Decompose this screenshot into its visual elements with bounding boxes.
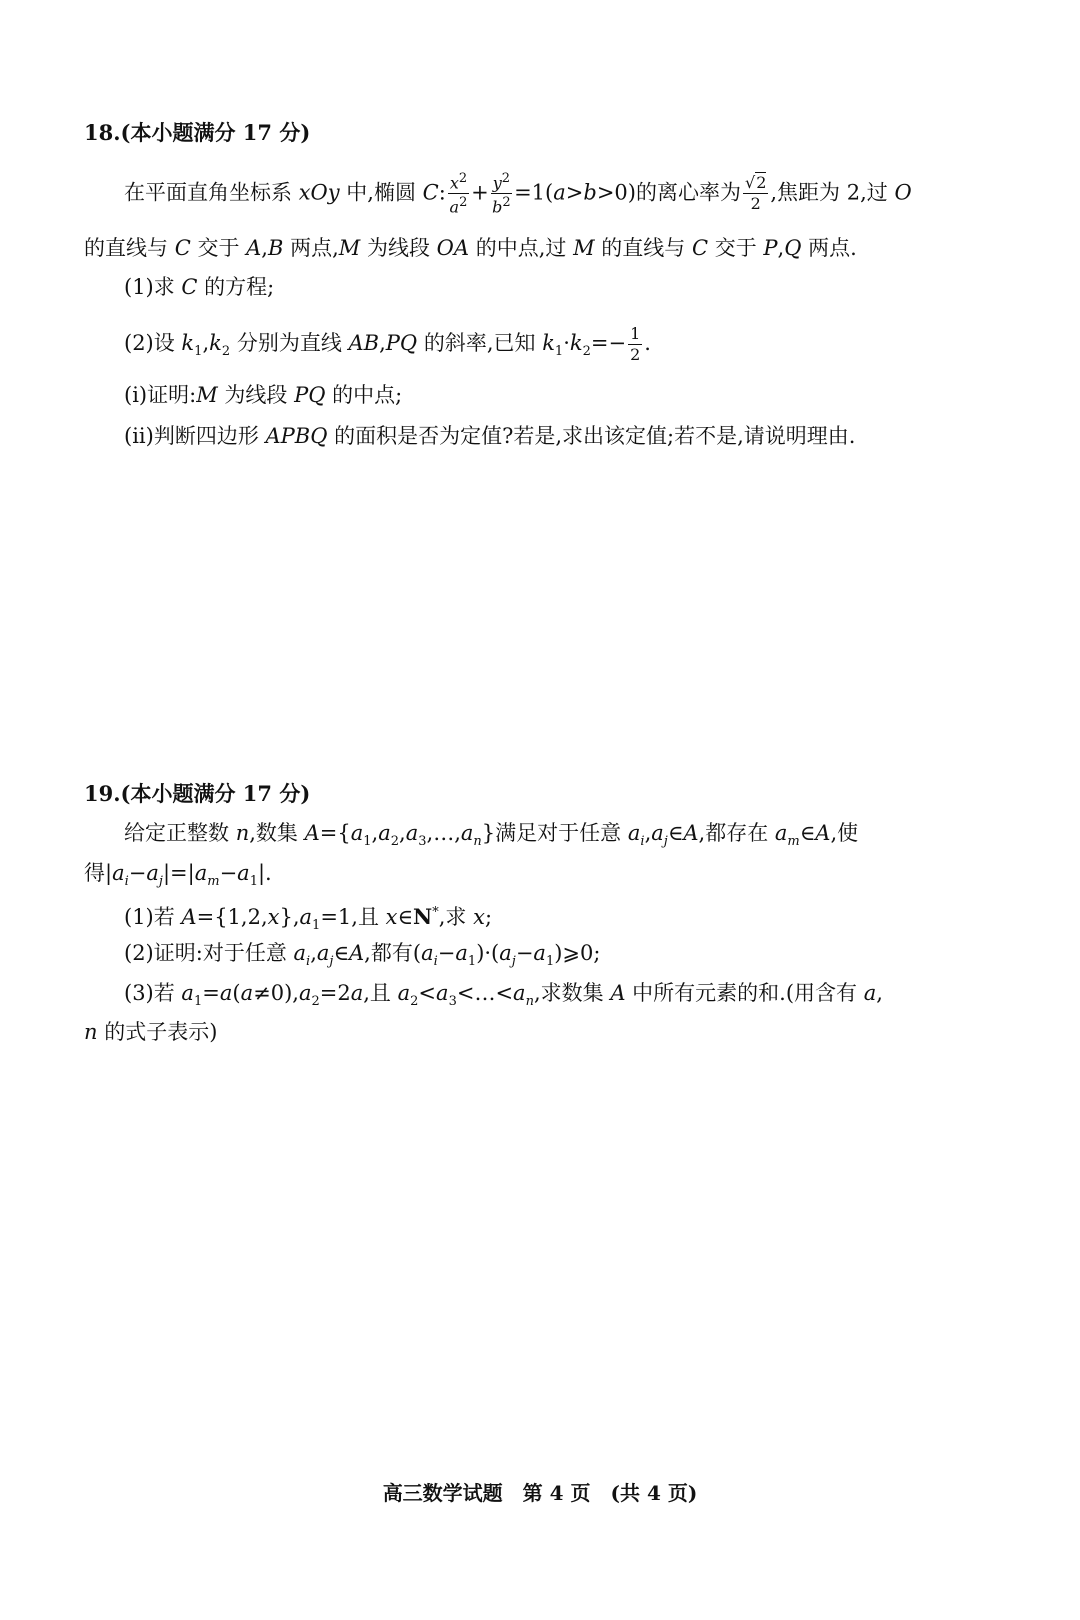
q19-sub-2: (2)证明:对于任意 $a_i,a_j\in A$,都有$(a_i-a_1)\cdot(a_j-a_1)⩾0$; (124, 941, 601, 970)
q19-paragraph-1: 给定正整数 n,数集 $A=\{a_1,a_2,a_3,\dots,a_n\}$满足对于任意 $a_i,a_j\in A$,都存在 $a_m\in A$,使 (124, 821, 859, 850)
q19-header: 19.(本小题满分 17 分) (84, 781, 311, 806)
q19-sub-3: (3)若 $a_1=a(a\ne 0),a_2=2a$,且 $a_2<a_3<\dots<a_n$,求数集 A 中所有元素的和.(用含有 a, (124, 981, 883, 1010)
q18-paragraph-1: 在平面直角坐标系 xOy 中,椭圆 C: $\frac{x^2}{a^2}$ + $\frac{y^2}{b^2}$ =1(a>b>0)的离心率为 $\frac{√2}{2}$ ,焦距为 2,过 O (124, 171, 912, 217)
fraction-x2-a2: $\frac{x^2}{a^2}$ (449, 171, 468, 217)
q18-header: 18.(本小题满分 17 分) (84, 120, 311, 145)
page-footer: 高三数学试题 第 4 页 (共 4 页) (382, 1481, 698, 1505)
q18-sub-2-ii: (ii)判断四边形 APBQ 的面积是否为定值?若是,求出该定值;若不是,请说明理由. (124, 424, 856, 448)
q19-sub-3-continued: n 的式子表示) (84, 1020, 218, 1044)
q19-paragraph-2: 得$|a_i-a_j|=|a_m-a_1|$. (84, 861, 272, 890)
q18-sub-1: (1)求 C 的方程; (124, 275, 275, 299)
q19-sub-1: (1)若 $A=\{1,2,x\},a_1=1$,且 x∈N*,求 x; (124, 904, 493, 934)
q18-paragraph-2: 的直线与 C 交于 A,B 两点,M 为线段 OA 的中点,过 M 的直线与 C 交于 P,Q 两点. (84, 236, 857, 260)
fraction-sqrt2-2: $\frac{√2}{2}$ (744, 173, 767, 214)
q18-sub-2-i: (i)证明:M 为线段 PQ 的中点; (124, 383, 403, 407)
q18-sub-2: (2)设 $k_1,k_2$ 分别为直线 AB,PQ 的斜率,已知 $k_1\cdot k_2=-$ $\frac{1}{2}$ . (124, 324, 651, 364)
fraction-1-2: $\frac{1}{2}$ (630, 324, 641, 364)
fraction-y2-b2: $\frac{y^2}{b^2}$ (492, 171, 511, 217)
